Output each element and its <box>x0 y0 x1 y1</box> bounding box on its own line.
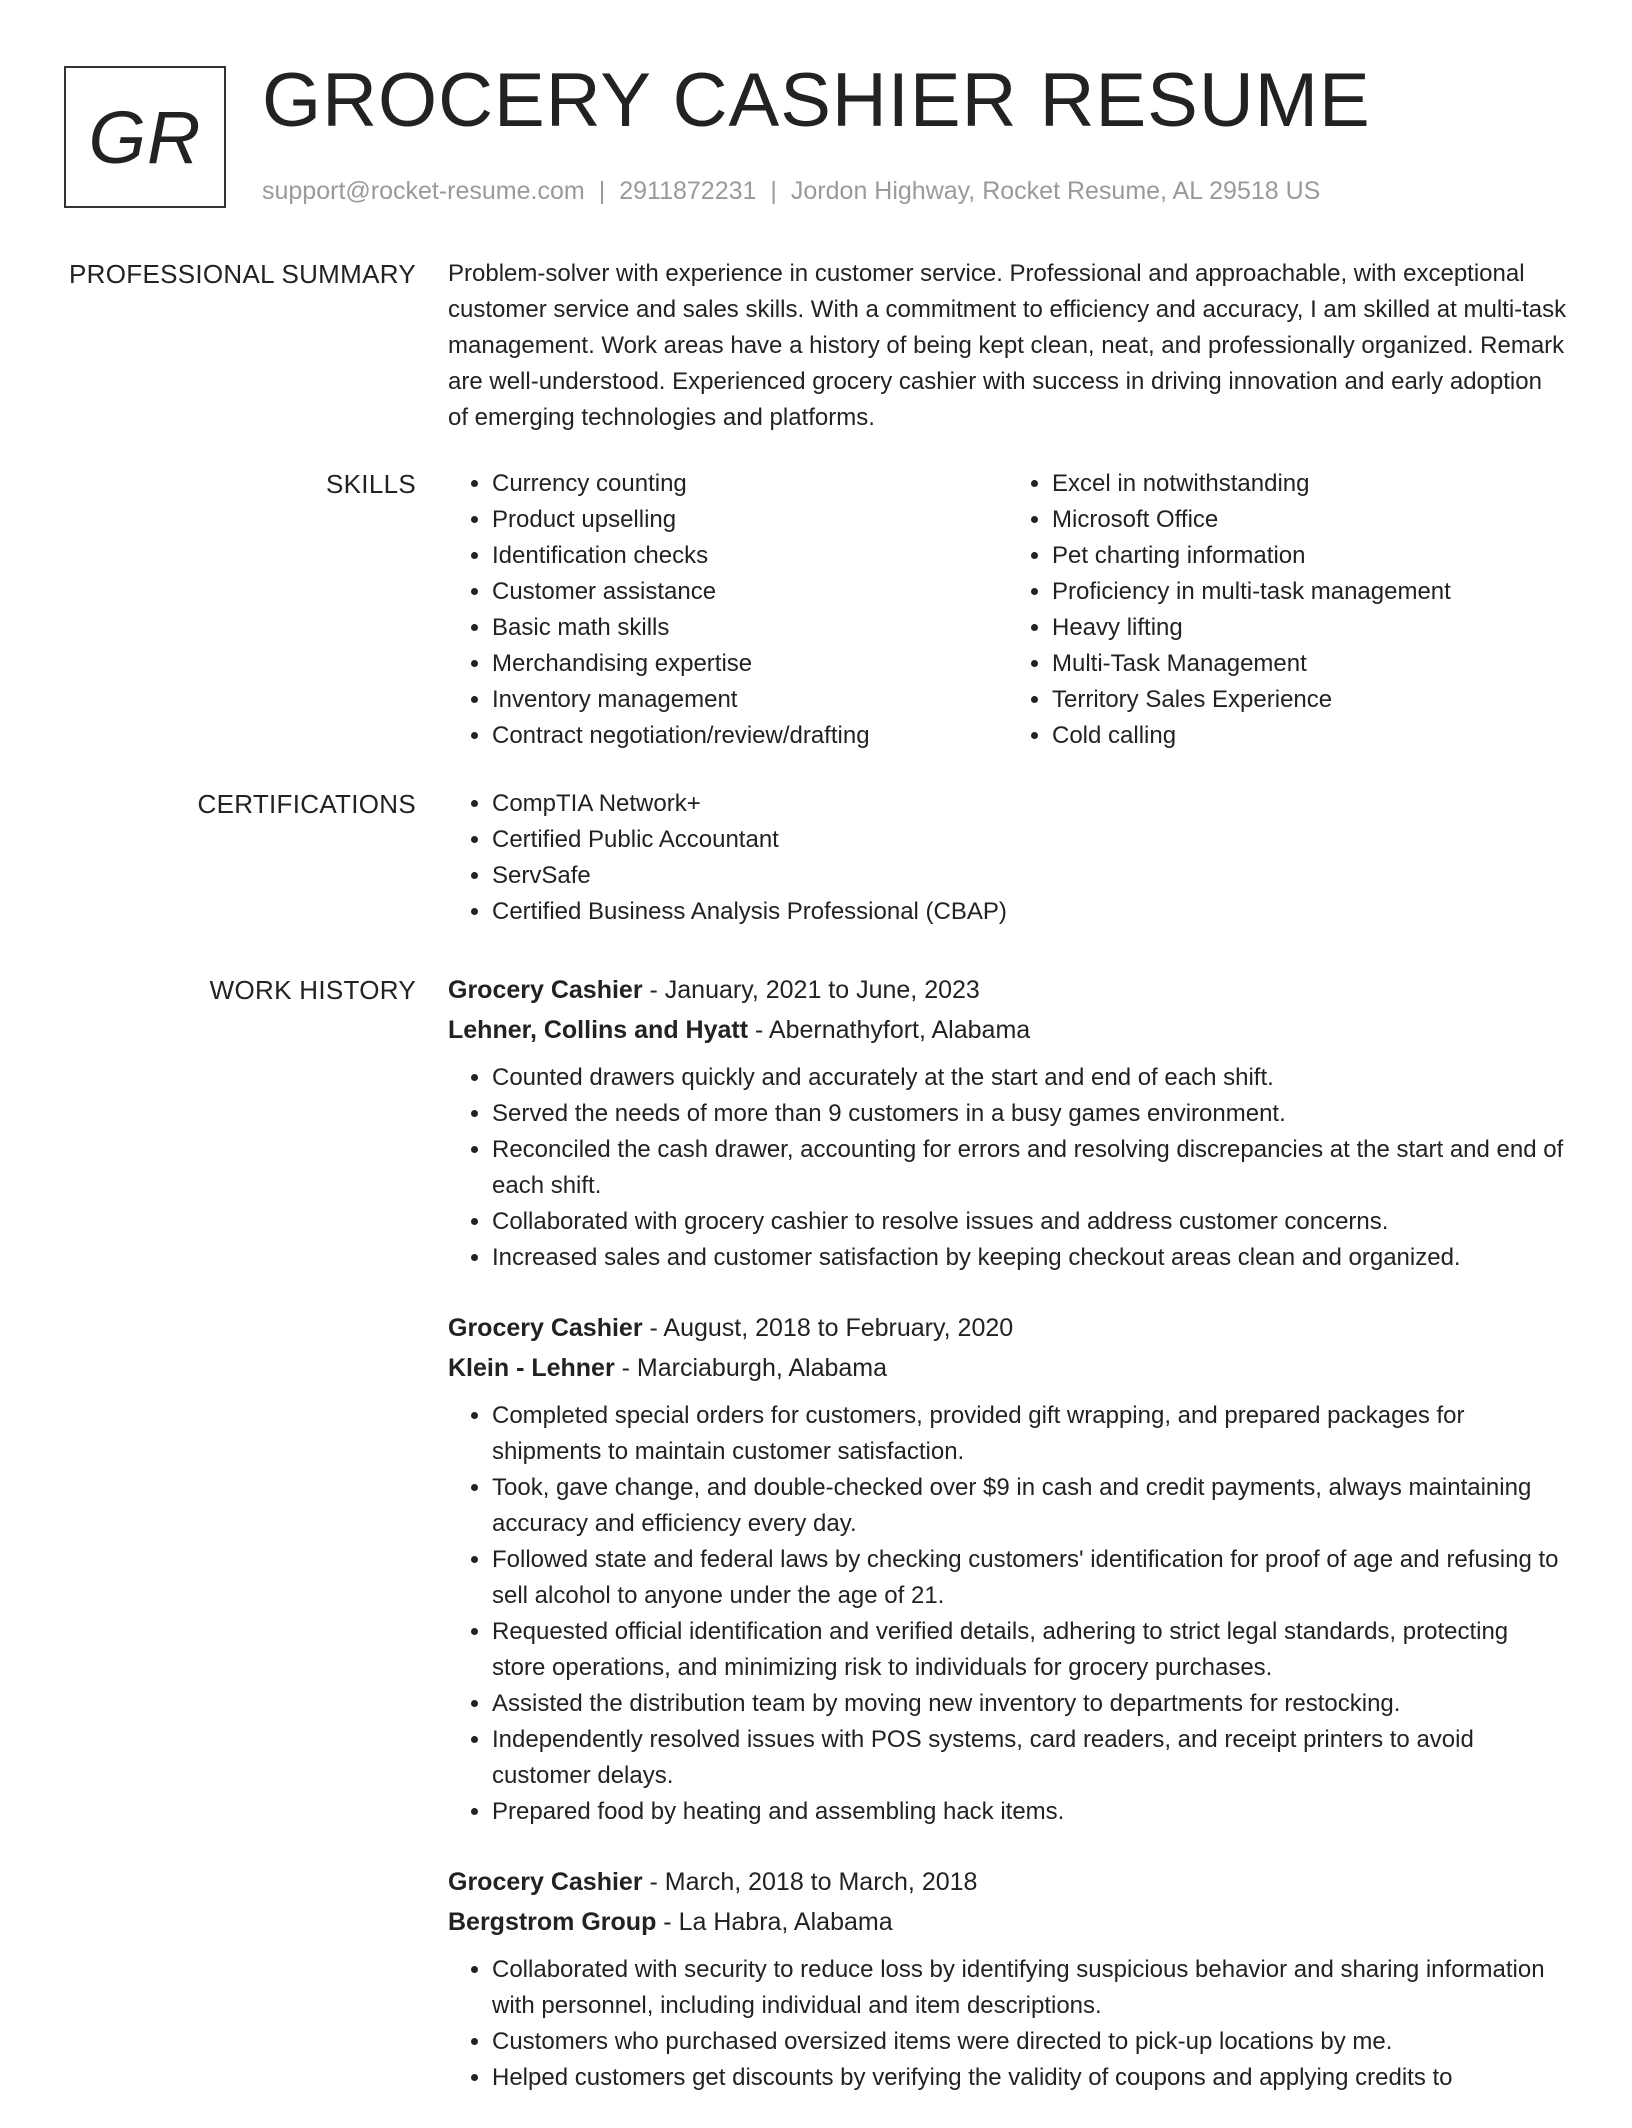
skill-item: • Multi-Task Management <box>1052 646 1568 682</box>
skills-grid <box>448 466 1568 754</box>
job-dash: - <box>656 1908 679 1936</box>
job-dates: January, 2021 to June, 2023 <box>664 976 980 1004</box>
skill-item: • Customer assistance <box>492 574 1008 610</box>
certification-item: • ServSafe <box>492 858 1568 894</box>
job-entry <box>448 970 1568 1276</box>
job-dates: August, 2018 to February, 2020 <box>663 1314 1014 1342</box>
summary-heading: PROFESSIONAL SUMMARY <box>69 259 416 289</box>
job-bullet: • Prepared food by heating and assembling hack items. <box>492 1794 1568 1830</box>
skill-item: • Territory Sales Experience <box>1052 682 1568 718</box>
job-title: Grocery Cashier <box>448 976 643 1004</box>
certification-item: • Certified Business Analysis Professional (CBAP) <box>492 894 1568 930</box>
job-bullet: • Collaborated with security to reduce loss by identifying suspicious behavior and sharing information with personnel, including individual and item descriptions. <box>492 1952 1568 2024</box>
job-bullet: • Helped customers get discounts by verifying the validity of coupons and applying credits to <box>492 2060 1568 2096</box>
job-bullet: • Took, gave change, and double-checked over $9 in cash and credit payments, always maintaining accuracy and efficiency every day. <box>492 1470 1568 1542</box>
skill-item: • Identification checks <box>492 538 1008 574</box>
contact-phone[interactable]: 2911872231 <box>619 177 757 205</box>
job-title-line <box>448 1862 1568 1902</box>
job-bullet: • Followed state and federal laws by checking customers' identification for proof of age and refusing to sell alcohol to anyone under the age of 21. <box>492 1542 1568 1614</box>
contact-address: Jordon Highway, Rocket Resume, AL 29518 US <box>790 177 1321 205</box>
skill-item: • Microsoft Office <box>1052 502 1568 538</box>
resume-title: GROCERY CASHIER RESUME <box>262 58 1371 143</box>
job-company: Lehner, Collins and Hyatt <box>448 1016 749 1044</box>
skill-item: • Basic math skills <box>492 610 1008 646</box>
skill-item: • Merchandising expertise <box>492 646 1008 682</box>
job-bullet: • Counted drawers quickly and accurately at the start and end of each shift. <box>492 1060 1568 1096</box>
job-dash: - <box>748 1016 769 1044</box>
job-company-line <box>448 1902 1568 1942</box>
certifications-heading: CERTIFICATIONS <box>197 789 416 819</box>
job-bullet: • Assisted the distribution team by moving new inventory to departments for restocking. <box>492 1686 1568 1722</box>
job-bullets <box>448 1952 1568 2096</box>
skill-item: • Product upselling <box>492 502 1008 538</box>
work-history-heading: WORK HISTORY <box>209 975 416 1005</box>
job-title: Grocery Cashier <box>448 1314 643 1342</box>
job-entry <box>448 1308 1568 1830</box>
certification-item: • Certified Public Accountant <box>492 822 1568 858</box>
monogram-box <box>64 66 226 208</box>
skill-item: • Inventory management <box>492 682 1008 718</box>
certification-item: • CompTIA Network+ <box>492 786 1568 822</box>
job-bullet: • Requested official identification and verified details, adhering to strict legal standards, protecting store operations, and minimizing risk to individuals for grocery purchases. <box>492 1614 1568 1686</box>
job-title-line <box>448 970 1568 1010</box>
skills-list-left <box>448 466 1008 754</box>
job-bullet: • Independently resolved issues with POS systems, card readers, and receipt printers to avoid customer delays. <box>492 1722 1568 1794</box>
job-bullet: • Customers who purchased oversized items were directed to pick-up locations by me. <box>492 2024 1568 2060</box>
job-company-line <box>448 1348 1568 1388</box>
job-dash: - <box>642 976 665 1004</box>
skill-item: • Contract negotiation/review/drafting <box>492 718 1008 754</box>
job-dash: - <box>642 1868 665 1896</box>
contact-line <box>262 174 1320 208</box>
job-bullet: • Increased sales and customer satisfaction by keeping checkout areas clean and organized. <box>492 1240 1568 1276</box>
contact-separator: | <box>770 177 777 205</box>
job-title-line <box>448 1308 1568 1348</box>
monogram-initials: GR <box>88 95 202 179</box>
job-location: Abernathyfort, Alabama <box>768 1016 1031 1044</box>
job-location: Marciaburgh, Alabama <box>636 1354 888 1382</box>
job-bullet: • Collaborated with grocery cashier to resolve issues and address customer concerns. <box>492 1204 1568 1240</box>
skill-item: • Excel in notwithstanding <box>1052 466 1568 502</box>
skills-heading: SKILLS <box>326 469 416 499</box>
job-bullets <box>448 1398 1568 1830</box>
job-company: Klein - Lehner <box>448 1354 615 1382</box>
skill-item: • Cold calling <box>1052 718 1568 754</box>
job-location: La Habra, Alabama <box>678 1908 893 1936</box>
skill-item: • Heavy lifting <box>1052 610 1568 646</box>
job-bullets <box>448 1060 1568 1276</box>
job-dash: - <box>642 1314 664 1342</box>
job-dash: - <box>614 1354 637 1382</box>
contact-email[interactable]: support@rocket-resume.com <box>262 177 585 205</box>
job-entry <box>448 1862 1568 2096</box>
summary-text: Problem-solver with experience in customer service. Professional and approachable, with exceptional customer service and sales skills. With a commitment to efficiency and accuracy, I am skilled at multi-task management. Work areas have a history of being kept clean, neat, and professionally organized. Remark are well-understood. Experienced grocery cashier with success in driving innovation and early adoption of emerging technologies and platforms. <box>448 260 1567 431</box>
job-company: Bergstrom Group <box>448 1908 657 1936</box>
job-company-line <box>448 1010 1568 1050</box>
contact-separator: | <box>598 177 606 205</box>
certifications-list <box>448 786 1568 930</box>
skills-list-right <box>1008 466 1568 754</box>
skill-item: • Pet charting information <box>1052 538 1568 574</box>
skill-item: • Proficiency in multi-task management <box>1052 574 1568 610</box>
skill-item: • Currency counting <box>492 466 1008 502</box>
job-title: Grocery Cashier <box>448 1868 643 1896</box>
job-bullet: • Completed special orders for customers, provided gift wrapping, and prepared packages for shipments to maintain customer satisfaction. <box>492 1398 1568 1470</box>
job-dates: March, 2018 to March, 2018 <box>664 1868 978 1896</box>
job-bullet: • Served the needs of more than 9 customers in a busy games environment. <box>492 1096 1568 1132</box>
job-bullet: • Reconciled the cash drawer, accounting for errors and resolving discrepancies at the start and end of each shift. <box>492 1132 1568 1204</box>
